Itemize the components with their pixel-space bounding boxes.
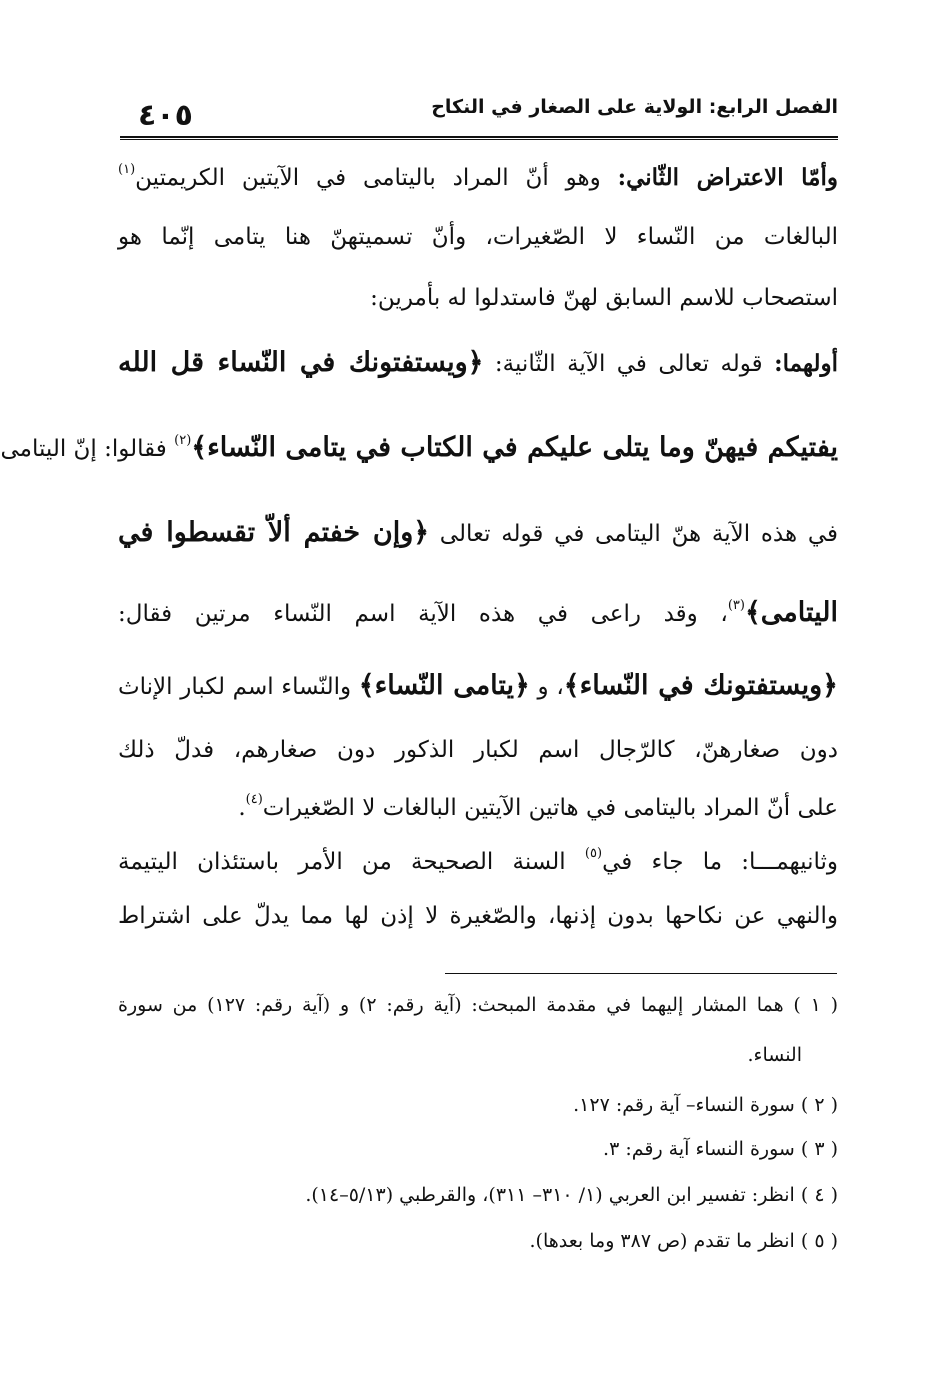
footnote-1-continued: النساء.	[747, 1044, 802, 1066]
footnote-5: ( ٥ ) انظر ما تقدم (ص ٣٨٧ وما بعدها).	[529, 1230, 838, 1252]
running-title: الفصل الرابع: الولاية على الصغار في النكاح	[431, 96, 838, 118]
body-line-7	[118, 595, 838, 630]
page-number: ٤٠٥	[138, 98, 193, 133]
objection-heading: وأمّا الاعتراض الثّاني:	[617, 164, 839, 191]
footnote-2: ( ٢ ) سورة النساء– آية رقم: ١٢٧.	[573, 1094, 838, 1116]
body-line-9: دون صغارهنّ، كالرّجال اسم لكبار الذكور دون صغارهم، فدلّ ذلك	[118, 737, 838, 763]
footnote-ref-4: (٤)	[245, 792, 263, 807]
header-rule-thin	[120, 139, 838, 140]
footnote-3: ( ٣ ) سورة النساء آية رقم: ٣.	[603, 1138, 838, 1160]
line-text: ، وقد راعى في هذه الآية اسم النّساء مرتين فقال:	[118, 601, 728, 627]
body-line-6	[118, 515, 838, 550]
line-text: على أنّ المراد باليتامى في هاتين الآيتين البالغات لا الصّغيرات	[262, 795, 838, 821]
line-text: وهو أنّ المراد باليتامى في الآيتين الكريمتين	[135, 165, 618, 191]
body-line-3: استصحاب للاسم السابق لهنّ فاستدلوا له بأمرين:	[370, 285, 838, 311]
line-text: والنّساء اسم لكبار الإناث	[118, 674, 359, 700]
footnote-ref-1: (١)	[118, 162, 136, 177]
line-text: قوله تعالى في الآية الثّانية:	[483, 351, 775, 377]
second-argument-heading: وثانيهمـــا: ما جاء في	[602, 849, 838, 875]
footnote-ref-3: (٣)	[727, 598, 745, 613]
body-line-11	[118, 846, 838, 878]
body-line-1	[118, 162, 838, 194]
first-argument-heading: أولهما:	[774, 350, 839, 377]
body-line-12: والنهي عن نكاحها بدون إذنها، والصّغيرة لا إذن لها مما يدلّ على اشتراط	[118, 903, 838, 929]
footnote-ref-5: (٥)	[584, 846, 603, 861]
footnote-1: ( ١ ) هما المشار إليهما في مقدمة المبحث: (آية رقم: ٢) و (آية رقم: ١٢٧) من سورة	[118, 994, 838, 1016]
footnote-ref-2: (٢)	[174, 433, 192, 448]
quran-verse: اليتامى﴾	[744, 597, 838, 628]
body-line-5	[0, 430, 838, 465]
quran-verse: ﴿يتامى النّساء﴾	[358, 670, 530, 701]
line-text: .	[238, 795, 246, 821]
quran-verse: ﴿ويستفتونك في النّساء قل الله	[118, 347, 484, 378]
line-text: السنة الصحيحة من الأمر باستئذان اليتيمة	[118, 849, 585, 875]
quran-verse: ﴿وإن خفتم ألاّ تقسطوا في	[118, 517, 430, 548]
body-line-4	[118, 345, 838, 380]
line-text: ، و	[529, 674, 564, 700]
quran-verse: ﴿ويستفتونك في النّساء﴾	[563, 670, 839, 701]
quran-verse: يفتيكم فيهنّ وما يتلى عليكم في الكتاب في يتامى النّساء﴾	[191, 432, 838, 463]
line-text: في هذه الآية هنّ اليتامى في قوله تعالى	[429, 521, 839, 547]
footnote-4: ( ٤ ) انظر: تفسير ابن العربي (١/ ٣١٠– ٣١١)، والقرطبي (٥/١٣–١٤).	[305, 1184, 838, 1206]
page-header	[120, 90, 838, 134]
body-line-10	[118, 792, 838, 824]
footnote-separator	[445, 973, 837, 974]
line-text: فقالوا: إنّ اليتامى	[0, 436, 175, 462]
header-rule	[120, 136, 838, 138]
body-line-8	[118, 668, 838, 703]
body-line-2: البالغات من النّساء لا الصّغيرات، وأنّ تسميتهنّ هنا يتامى إنّما هو	[118, 224, 838, 250]
